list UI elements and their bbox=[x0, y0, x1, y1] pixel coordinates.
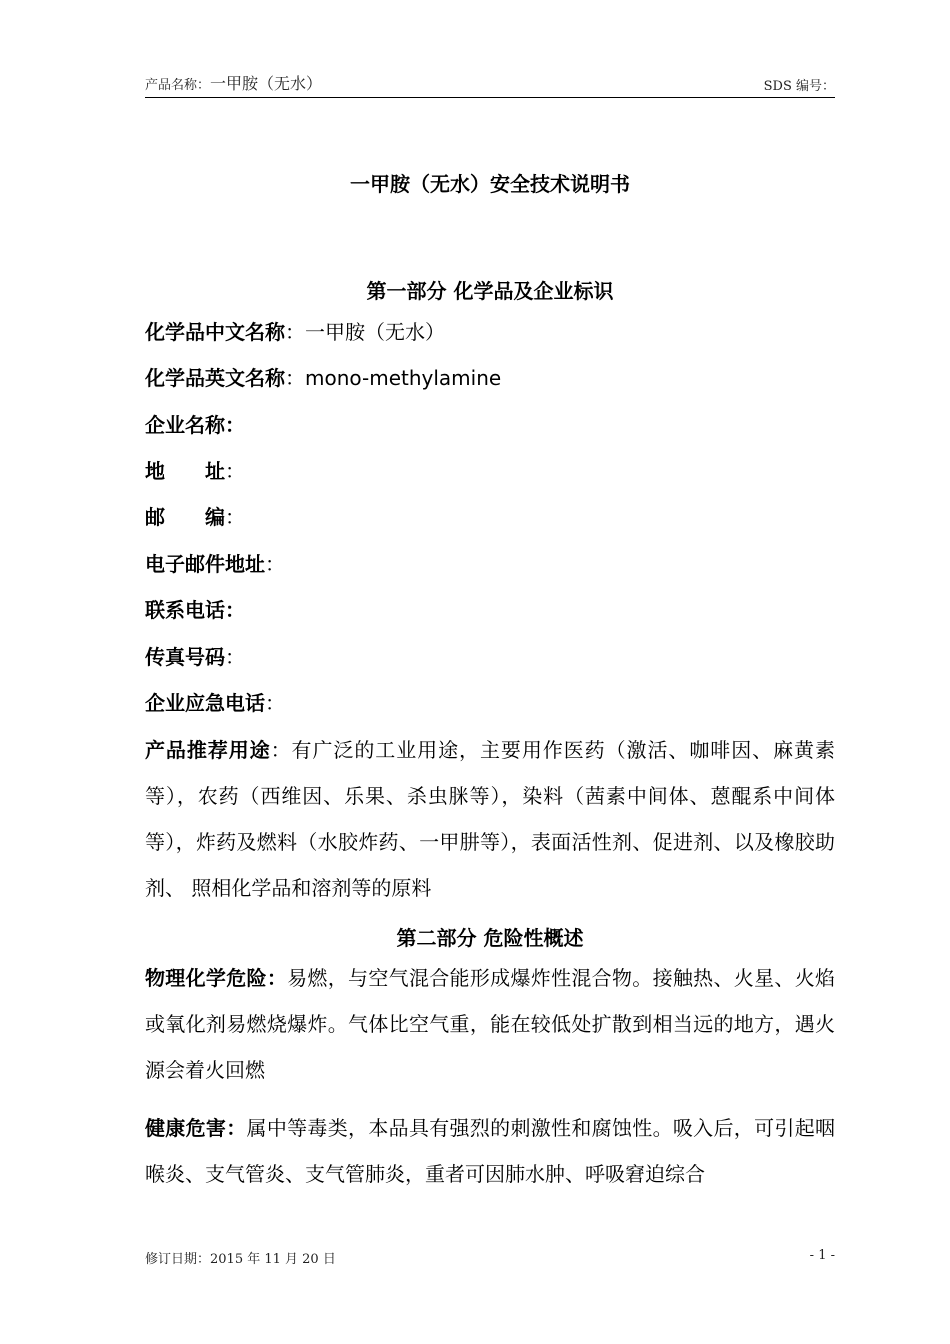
field-fax bbox=[145, 642, 835, 672]
section-1-title: 第一部分 化学品及企业标识 bbox=[366, 279, 614, 303]
field-postcode bbox=[145, 502, 835, 532]
field-company-name bbox=[145, 410, 835, 440]
document-title: 一甲胺（无水）安全技术说明书 bbox=[350, 172, 630, 196]
field-sep: ： bbox=[265, 691, 285, 715]
field-label: 化学品中文名称 bbox=[145, 320, 285, 344]
field-label: 企业名称： bbox=[145, 413, 245, 437]
health-hazard bbox=[145, 1105, 835, 1197]
health-hazard-text: 属中等毒类，本品具有强烈的刺激性和腐蚀性。吸入后，可引起咽喉炎、支气管炎、支气管肺炎，重者可因肺水肿、呼吸窘迫综合 bbox=[145, 1116, 836, 1186]
header-product-name bbox=[145, 71, 322, 94]
revision-date: 修订日期：2015 年 11 月 20 日 bbox=[145, 1252, 336, 1267]
physical-hazard-text: 易燃，与空气混合能形成爆炸性混合物。接触热、火星、火焰或氧化剂易燃烧爆炸。气体比空气重，能在较低处扩散到相当远的地方，遇火源会着火回燃 bbox=[145, 966, 836, 1082]
physical-hazard-label: 物理化学危险： bbox=[145, 966, 288, 990]
header-product-label: 产品名称： bbox=[145, 78, 211, 93]
field-value: 一甲胺（无水） bbox=[305, 320, 445, 344]
product-usage bbox=[145, 727, 835, 911]
field-label: 电子邮件地址 bbox=[145, 552, 265, 576]
page-header bbox=[145, 74, 835, 98]
field-value: mono-methylamine bbox=[305, 366, 502, 390]
field-label: 联系电话： bbox=[145, 598, 245, 622]
header-sds-number: SDS 编号： bbox=[763, 79, 835, 94]
field-email bbox=[145, 549, 835, 579]
page-number: - 1 - bbox=[809, 1248, 835, 1263]
field-sep: ： bbox=[265, 552, 285, 576]
section-2-title: 第二部分 危险性概述 bbox=[396, 926, 584, 950]
field-emergency-phone bbox=[145, 688, 835, 718]
usage-label: 产品推荐用途 bbox=[145, 738, 271, 762]
field-sep: ： bbox=[225, 459, 245, 483]
field-label: 地 址 bbox=[145, 459, 225, 483]
field-sep: ： bbox=[285, 366, 305, 390]
field-phone bbox=[145, 595, 835, 625]
field-sep: ： bbox=[225, 645, 245, 669]
field-english-name bbox=[145, 363, 835, 393]
field-label: 化学品英文名称 bbox=[145, 366, 285, 390]
field-sep: ： bbox=[285, 320, 305, 344]
usage-text: ：有广泛的工业用途，主要用作医药（激活、咖啡因、麻黄素等），农药（西维因、乐果、杀虫脒等），染料（茜素中间体、蒽醌系中间体等），炸药及燃料（水胶炸药、一甲肼等），表面活性剂、促进剂、以及橡胶助剂、 照相化学品和溶剂等的原料 bbox=[145, 738, 835, 900]
physical-chemical-hazard bbox=[145, 955, 835, 1093]
field-label: 邮 编 bbox=[145, 505, 225, 529]
field-sep: ： bbox=[225, 505, 245, 529]
page-footer bbox=[145, 1248, 835, 1267]
field-label: 企业应急电话 bbox=[145, 691, 265, 715]
field-label: 传真号码 bbox=[145, 645, 225, 669]
field-address bbox=[145, 456, 835, 486]
health-hazard-label: 健康危害： bbox=[145, 1116, 247, 1140]
field-chinese-name bbox=[145, 317, 835, 347]
header-product-value: 一甲胺（无水） bbox=[210, 74, 323, 93]
